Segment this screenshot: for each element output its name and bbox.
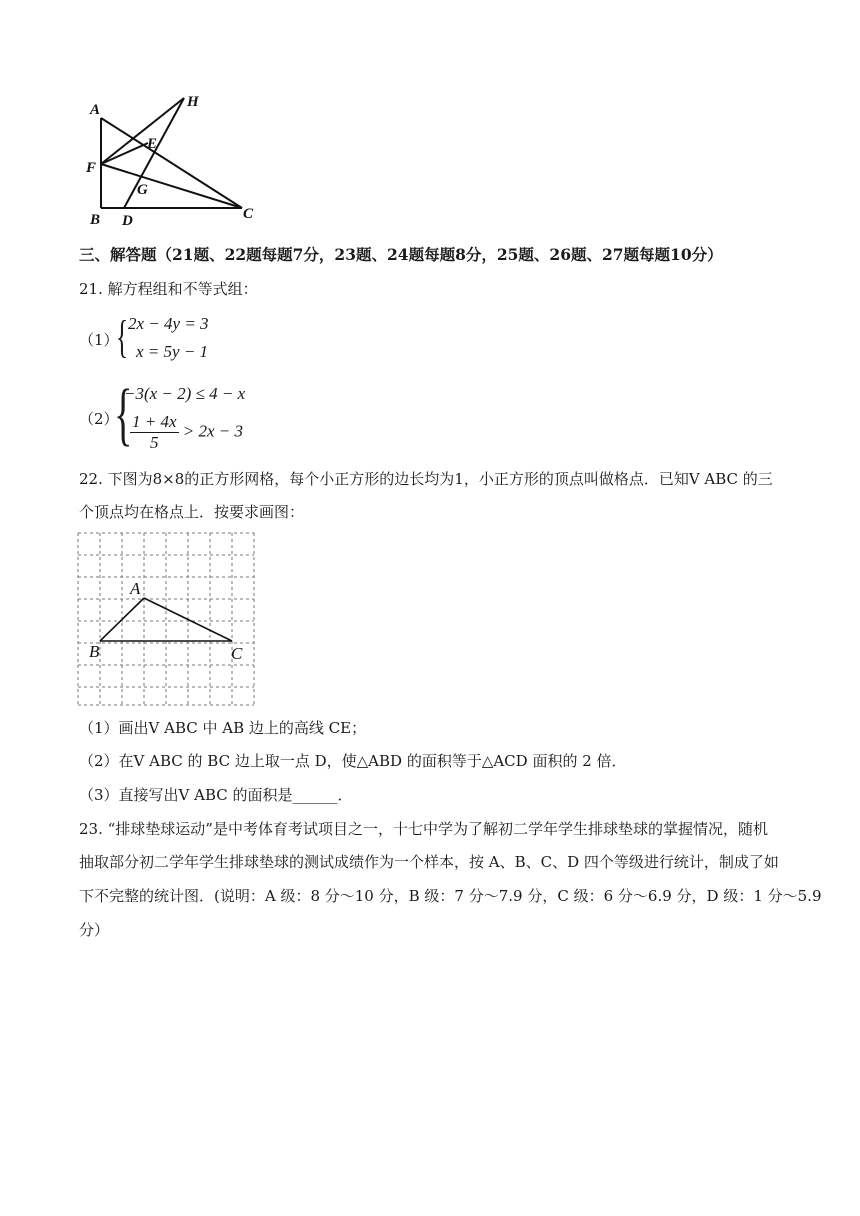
- q23-line4: 分）: [79, 921, 110, 939]
- q22-sub1: （1）画出V ABC 中 AB 边上的高线 CE；: [79, 719, 367, 737]
- grid-label-A: A: [130, 579, 141, 598]
- label-F: F: [86, 160, 97, 176]
- q21-part1-eq1: 2x − 4y = 3: [128, 314, 209, 333]
- q23-line2: 抽取部分初二学年学生排球垫球的测试成绩作为一个样本，按 A、B、C、D 四个等级进行统计，制成了如: [79, 853, 779, 871]
- grid-figure: [75, 530, 257, 708]
- q22-sub2: （2）在V ABC 的 BC 边上取一点 D，使△ABD 的面积等于△ACD 面积的 2 倍．: [79, 752, 627, 770]
- q21-part2-ineq1: −3(x − 2) ≤ 4 − x: [124, 384, 246, 403]
- q21-part2-ineq2: [130, 412, 243, 453]
- q22-sub3: （3）直接写出V ABC 的面积是______．: [79, 786, 353, 804]
- label-A: A: [90, 102, 101, 118]
- q22-line2: 个顶点均在格点上．按要求画图：: [79, 503, 305, 521]
- label-D: D: [122, 213, 133, 229]
- q23-line1: 23. “排球垫球运动”是中考体育考试项目之一，十七中学为了解初二学年学生排球垫球的掌握情况，随机: [79, 820, 768, 838]
- section-heading: 三、解答题（21题、22题每题7分，23题、24题每题8分，25题、26题、27题每题10分）: [79, 245, 723, 264]
- q21-ineq2-numerator: 1 + 4x: [132, 412, 177, 431]
- label-E: E: [147, 136, 158, 152]
- q23-line3: 下不完整的统计图．(说明：A 级：8 分～10 分，B 级：7 分～7.9 分，C 级：6 分～6.9 分，D 级：1 分～5.9: [79, 887, 822, 905]
- geometry-figure: [80, 88, 270, 230]
- q21-part2-brace: {: [114, 376, 133, 453]
- label-C: C: [243, 206, 254, 222]
- q21-part1-eq2: x = 5y − 1: [136, 342, 209, 361]
- q21-stem: 21. 解方程组和不等式组：: [79, 280, 258, 298]
- grid-label-C: C: [231, 644, 243, 663]
- q21-ineq2-rhs: > 2x − 3: [182, 421, 244, 441]
- q21-part1-label: （1）: [79, 331, 119, 349]
- q22-line1: 22. 下图为8×8的正方形网格，每个小正方形的边长均为1，小正方形的顶点叫做格点．已知V ABC 的三: [79, 470, 773, 488]
- label-B: B: [90, 212, 101, 228]
- q21-part2-label: （2）: [79, 410, 119, 428]
- q21-ineq2-denominator: 5: [150, 433, 159, 452]
- grid-label-B: B: [89, 642, 100, 661]
- q21-part1-brace: {: [116, 311, 129, 362]
- label-G: G: [137, 182, 148, 198]
- label-H: H: [187, 94, 199, 110]
